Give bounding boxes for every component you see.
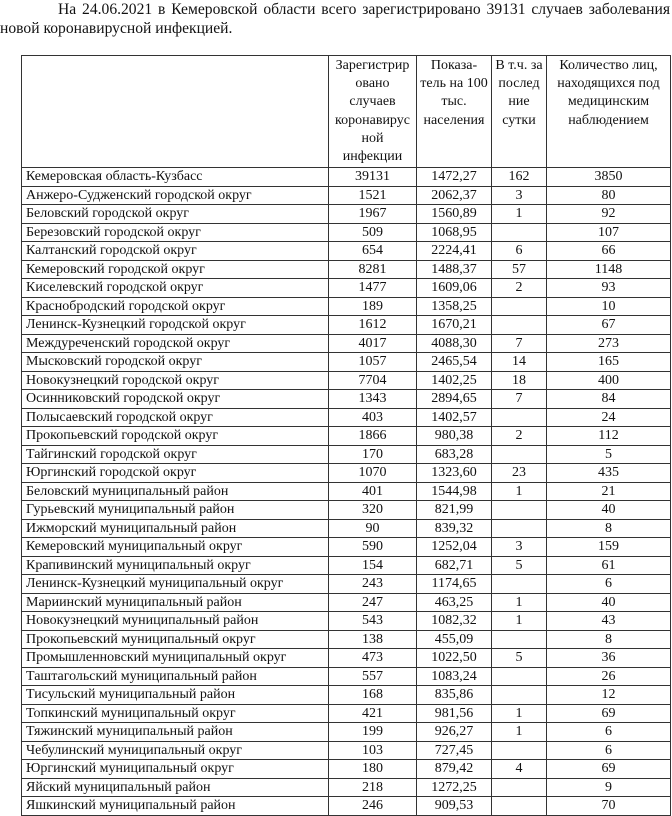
row-registered: 1070 [329, 464, 417, 483]
row-per-100k: 1083,24 [417, 667, 492, 686]
header-last-day: В т.ч. за послед ние сутки [492, 56, 547, 168]
row-last-day [492, 501, 547, 520]
table-row [22, 612, 671, 631]
row-observed: 10 [547, 297, 671, 316]
row-last-day [492, 445, 547, 464]
row-observed: 165 [547, 353, 671, 372]
row-region: Чебулинский муниципальный округ [22, 741, 329, 760]
row-per-100k: 682,71 [417, 556, 492, 575]
header-region [22, 56, 329, 168]
table-row [22, 334, 671, 353]
table-row [22, 501, 671, 520]
row-per-100k: 727,45 [417, 741, 492, 760]
row-last-day: 57 [492, 260, 547, 279]
row-per-100k: 1609,06 [417, 279, 492, 298]
row-observed: 61 [547, 556, 671, 575]
row-registered: 243 [329, 575, 417, 594]
row-last-day: 2 [492, 279, 547, 298]
table-row [22, 556, 671, 575]
row-registered: 199 [329, 723, 417, 742]
row-per-100k: 2224,41 [417, 242, 492, 261]
row-last-day [492, 778, 547, 797]
row-region: Кемеровский муниципальный округ [22, 538, 329, 557]
row-registered: 401 [329, 482, 417, 501]
row-observed: 400 [547, 371, 671, 390]
row-observed: 112 [547, 427, 671, 446]
table-row [22, 649, 671, 668]
row-observed: 66 [547, 242, 671, 261]
table-row [22, 704, 671, 723]
row-observed: 12 [547, 686, 671, 705]
row-observed: 1148 [547, 260, 671, 279]
row-observed: 80 [547, 186, 671, 205]
table-row [22, 797, 671, 816]
row-last-day: 7 [492, 390, 547, 409]
row-observed: 70 [547, 797, 671, 816]
row-per-100k: 981,56 [417, 704, 492, 723]
row-region: Промышленновский муниципальный округ [22, 649, 329, 668]
row-registered: 247 [329, 593, 417, 612]
row-region: Мариинский муниципальный район [22, 593, 329, 612]
table-row [22, 205, 671, 224]
row-per-100k: 839,32 [417, 519, 492, 538]
row-per-100k: 2465,54 [417, 353, 492, 372]
row-registered: 7704 [329, 371, 417, 390]
row-region: Новокузнецкий муниципальный район [22, 612, 329, 631]
table-row [22, 168, 671, 187]
table-row [22, 667, 671, 686]
table-row [22, 445, 671, 464]
row-last-day: 162 [492, 168, 547, 187]
row-registered: 39131 [329, 168, 417, 187]
row-region: Мысковский городской округ [22, 353, 329, 372]
row-per-100k: 455,09 [417, 630, 492, 649]
row-last-day: 2 [492, 427, 547, 446]
row-observed: 8 [547, 630, 671, 649]
row-region: Калтанский городской округ [22, 242, 329, 261]
row-per-100k: 1323,60 [417, 464, 492, 483]
row-registered: 4017 [329, 334, 417, 353]
row-registered: 557 [329, 667, 417, 686]
row-region: Крапивинский муниципальный округ [22, 556, 329, 575]
row-registered: 1477 [329, 279, 417, 298]
row-observed: 8 [547, 519, 671, 538]
row-registered: 320 [329, 501, 417, 520]
row-registered: 1967 [329, 205, 417, 224]
row-per-100k: 1402,57 [417, 408, 492, 427]
table-header-row [22, 56, 671, 168]
row-per-100k: 1082,32 [417, 612, 492, 631]
row-observed: 3850 [547, 168, 671, 187]
table-row [22, 260, 671, 279]
row-observed: 435 [547, 464, 671, 483]
row-region: Прокопьевский муниципальный округ [22, 630, 329, 649]
table-row [22, 297, 671, 316]
row-region: Гурьевский муниципальный район [22, 501, 329, 520]
row-last-day: 1 [492, 612, 547, 631]
row-observed: 84 [547, 390, 671, 409]
row-region: Таштагольский муниципальный район [22, 667, 329, 686]
row-per-100k: 683,28 [417, 445, 492, 464]
row-region: Березовский городской округ [22, 223, 329, 242]
row-last-day: 1 [492, 482, 547, 501]
table-row [22, 741, 671, 760]
row-observed: 24 [547, 408, 671, 427]
row-last-day [492, 519, 547, 538]
row-region: Яшкинский муниципальный район [22, 797, 329, 816]
row-per-100k: 2062,37 [417, 186, 492, 205]
row-per-100k: 835,86 [417, 686, 492, 705]
row-last-day [492, 297, 547, 316]
row-last-day: 3 [492, 186, 547, 205]
row-region: Беловский городской округ [22, 205, 329, 224]
row-region: Полысаевский городской округ [22, 408, 329, 427]
covid-statistics-table [21, 55, 671, 816]
row-last-day [492, 408, 547, 427]
row-last-day: 23 [492, 464, 547, 483]
table-row [22, 353, 671, 372]
row-region: Юргинский городской округ [22, 464, 329, 483]
row-region: Прокопьевский городской округ [22, 427, 329, 446]
row-region: Ленинск-Кузнецкий муниципальный округ [22, 575, 329, 594]
row-registered: 509 [329, 223, 417, 242]
row-last-day [492, 797, 547, 816]
row-last-day [492, 316, 547, 335]
row-observed: 6 [547, 575, 671, 594]
table-row [22, 427, 671, 446]
row-observed: 26 [547, 667, 671, 686]
table-row [22, 279, 671, 298]
row-per-100k: 1402,25 [417, 371, 492, 390]
row-observed: 69 [547, 704, 671, 723]
row-last-day: 3 [492, 538, 547, 557]
row-last-day [492, 667, 547, 686]
row-region: Топкинский муниципальный округ [22, 704, 329, 723]
row-last-day: 5 [492, 556, 547, 575]
row-observed: 6 [547, 723, 671, 742]
row-last-day: 18 [492, 371, 547, 390]
row-registered: 90 [329, 519, 417, 538]
row-last-day: 7 [492, 334, 547, 353]
row-per-100k: 1560,89 [417, 205, 492, 224]
row-region: Ижморский муниципальный район [22, 519, 329, 538]
table-row [22, 371, 671, 390]
row-last-day: 1 [492, 704, 547, 723]
table-row [22, 242, 671, 261]
header-observed: Количество лиц, находящихся под медицинским наблюдением [547, 56, 671, 168]
row-registered: 189 [329, 297, 417, 316]
row-observed: 93 [547, 279, 671, 298]
row-registered: 1612 [329, 316, 417, 335]
row-per-100k: 1022,50 [417, 649, 492, 668]
table-row [22, 686, 671, 705]
row-region: Ленинск-Кузнецкий городской округ [22, 316, 329, 335]
row-per-100k: 2894,65 [417, 390, 492, 409]
row-last-day: 1 [492, 205, 547, 224]
row-registered: 103 [329, 741, 417, 760]
table-row [22, 630, 671, 649]
table-row [22, 223, 671, 242]
row-registered: 138 [329, 630, 417, 649]
row-per-100k: 1670,21 [417, 316, 492, 335]
row-region: Кемеровская область-Кузбасс [22, 168, 329, 187]
row-observed: 6 [547, 741, 671, 760]
row-per-100k: 926,27 [417, 723, 492, 742]
row-per-100k: 1272,25 [417, 778, 492, 797]
table-row [22, 186, 671, 205]
table-row [22, 538, 671, 557]
table-row [22, 464, 671, 483]
row-region: Киселевский городской округ [22, 279, 329, 298]
table-row [22, 760, 671, 779]
header-per-100k: Показа- тель на 100 тыс. населения [417, 56, 492, 168]
row-last-day: 14 [492, 353, 547, 372]
table-row [22, 575, 671, 594]
row-observed: 107 [547, 223, 671, 242]
row-observed: 69 [547, 760, 671, 779]
table-row [22, 408, 671, 427]
row-per-100k: 1174,65 [417, 575, 492, 594]
row-region: Тайгинский городской округ [22, 445, 329, 464]
row-registered: 403 [329, 408, 417, 427]
intro-text: На 24.06.2021 в Кемеровской области всего зарегистрировано 39131 случаев заболевания новой коронавирусной инфекцией. [0, 1, 670, 37]
row-last-day [492, 686, 547, 705]
row-per-100k: 980,38 [417, 427, 492, 446]
row-observed: 43 [547, 612, 671, 631]
row-registered: 1521 [329, 186, 417, 205]
row-last-day [492, 741, 547, 760]
row-registered: 8281 [329, 260, 417, 279]
row-per-100k: 1544,98 [417, 482, 492, 501]
table-row [22, 316, 671, 335]
row-registered: 473 [329, 649, 417, 668]
row-registered: 1057 [329, 353, 417, 372]
row-registered: 421 [329, 704, 417, 723]
row-region: Беловский муниципальный район [22, 482, 329, 501]
row-observed: 5 [547, 445, 671, 464]
row-last-day: 4 [492, 760, 547, 779]
row-last-day: 6 [492, 242, 547, 261]
row-last-day [492, 630, 547, 649]
table-row [22, 723, 671, 742]
row-observed: 40 [547, 593, 671, 612]
row-region: Кемеровский городской округ [22, 260, 329, 279]
row-registered: 654 [329, 242, 417, 261]
row-last-day: 5 [492, 649, 547, 668]
row-region: Тисульский муниципальный район [22, 686, 329, 705]
row-observed: 21 [547, 482, 671, 501]
header-registered: Зарегистрир овано случаев коронавирус ной инфекции [329, 56, 417, 168]
row-region: Междуреченский городской округ [22, 334, 329, 353]
row-region: Новокузнецкий городской округ [22, 371, 329, 390]
row-registered: 180 [329, 760, 417, 779]
table-row [22, 519, 671, 538]
row-per-100k: 4088,30 [417, 334, 492, 353]
row-registered: 168 [329, 686, 417, 705]
table-row [22, 593, 671, 612]
row-last-day: 1 [492, 723, 547, 742]
row-per-100k: 1252,04 [417, 538, 492, 557]
row-registered: 246 [329, 797, 417, 816]
row-per-100k: 463,25 [417, 593, 492, 612]
row-last-day: 1 [492, 593, 547, 612]
row-registered: 218 [329, 778, 417, 797]
row-observed: 36 [547, 649, 671, 668]
row-observed: 92 [547, 205, 671, 224]
row-observed: 273 [547, 334, 671, 353]
row-registered: 543 [329, 612, 417, 631]
row-region: Краснобродский городской округ [22, 297, 329, 316]
row-registered: 1343 [329, 390, 417, 409]
row-registered: 170 [329, 445, 417, 464]
row-observed: 159 [547, 538, 671, 557]
row-registered: 154 [329, 556, 417, 575]
row-registered: 1866 [329, 427, 417, 446]
intro-paragraph [0, 0, 670, 38]
row-per-100k: 1358,25 [417, 297, 492, 316]
row-observed: 40 [547, 501, 671, 520]
row-region: Осинниковский городской округ [22, 390, 329, 409]
row-region: Яйский муниципальный район [22, 778, 329, 797]
row-per-100k: 879,42 [417, 760, 492, 779]
row-region: Юргинский муниципальный округ [22, 760, 329, 779]
row-last-day [492, 223, 547, 242]
table-row [22, 482, 671, 501]
row-per-100k: 1488,37 [417, 260, 492, 279]
row-per-100k: 821,99 [417, 501, 492, 520]
row-per-100k: 1472,27 [417, 168, 492, 187]
row-region: Анжеро-Судженский городской округ [22, 186, 329, 205]
row-observed: 9 [547, 778, 671, 797]
row-observed: 67 [547, 316, 671, 335]
table-row [22, 778, 671, 797]
row-region: Тяжинский муниципальный район [22, 723, 329, 742]
table-row [22, 390, 671, 409]
row-registered: 590 [329, 538, 417, 557]
row-per-100k: 909,53 [417, 797, 492, 816]
row-per-100k: 1068,95 [417, 223, 492, 242]
row-last-day [492, 575, 547, 594]
